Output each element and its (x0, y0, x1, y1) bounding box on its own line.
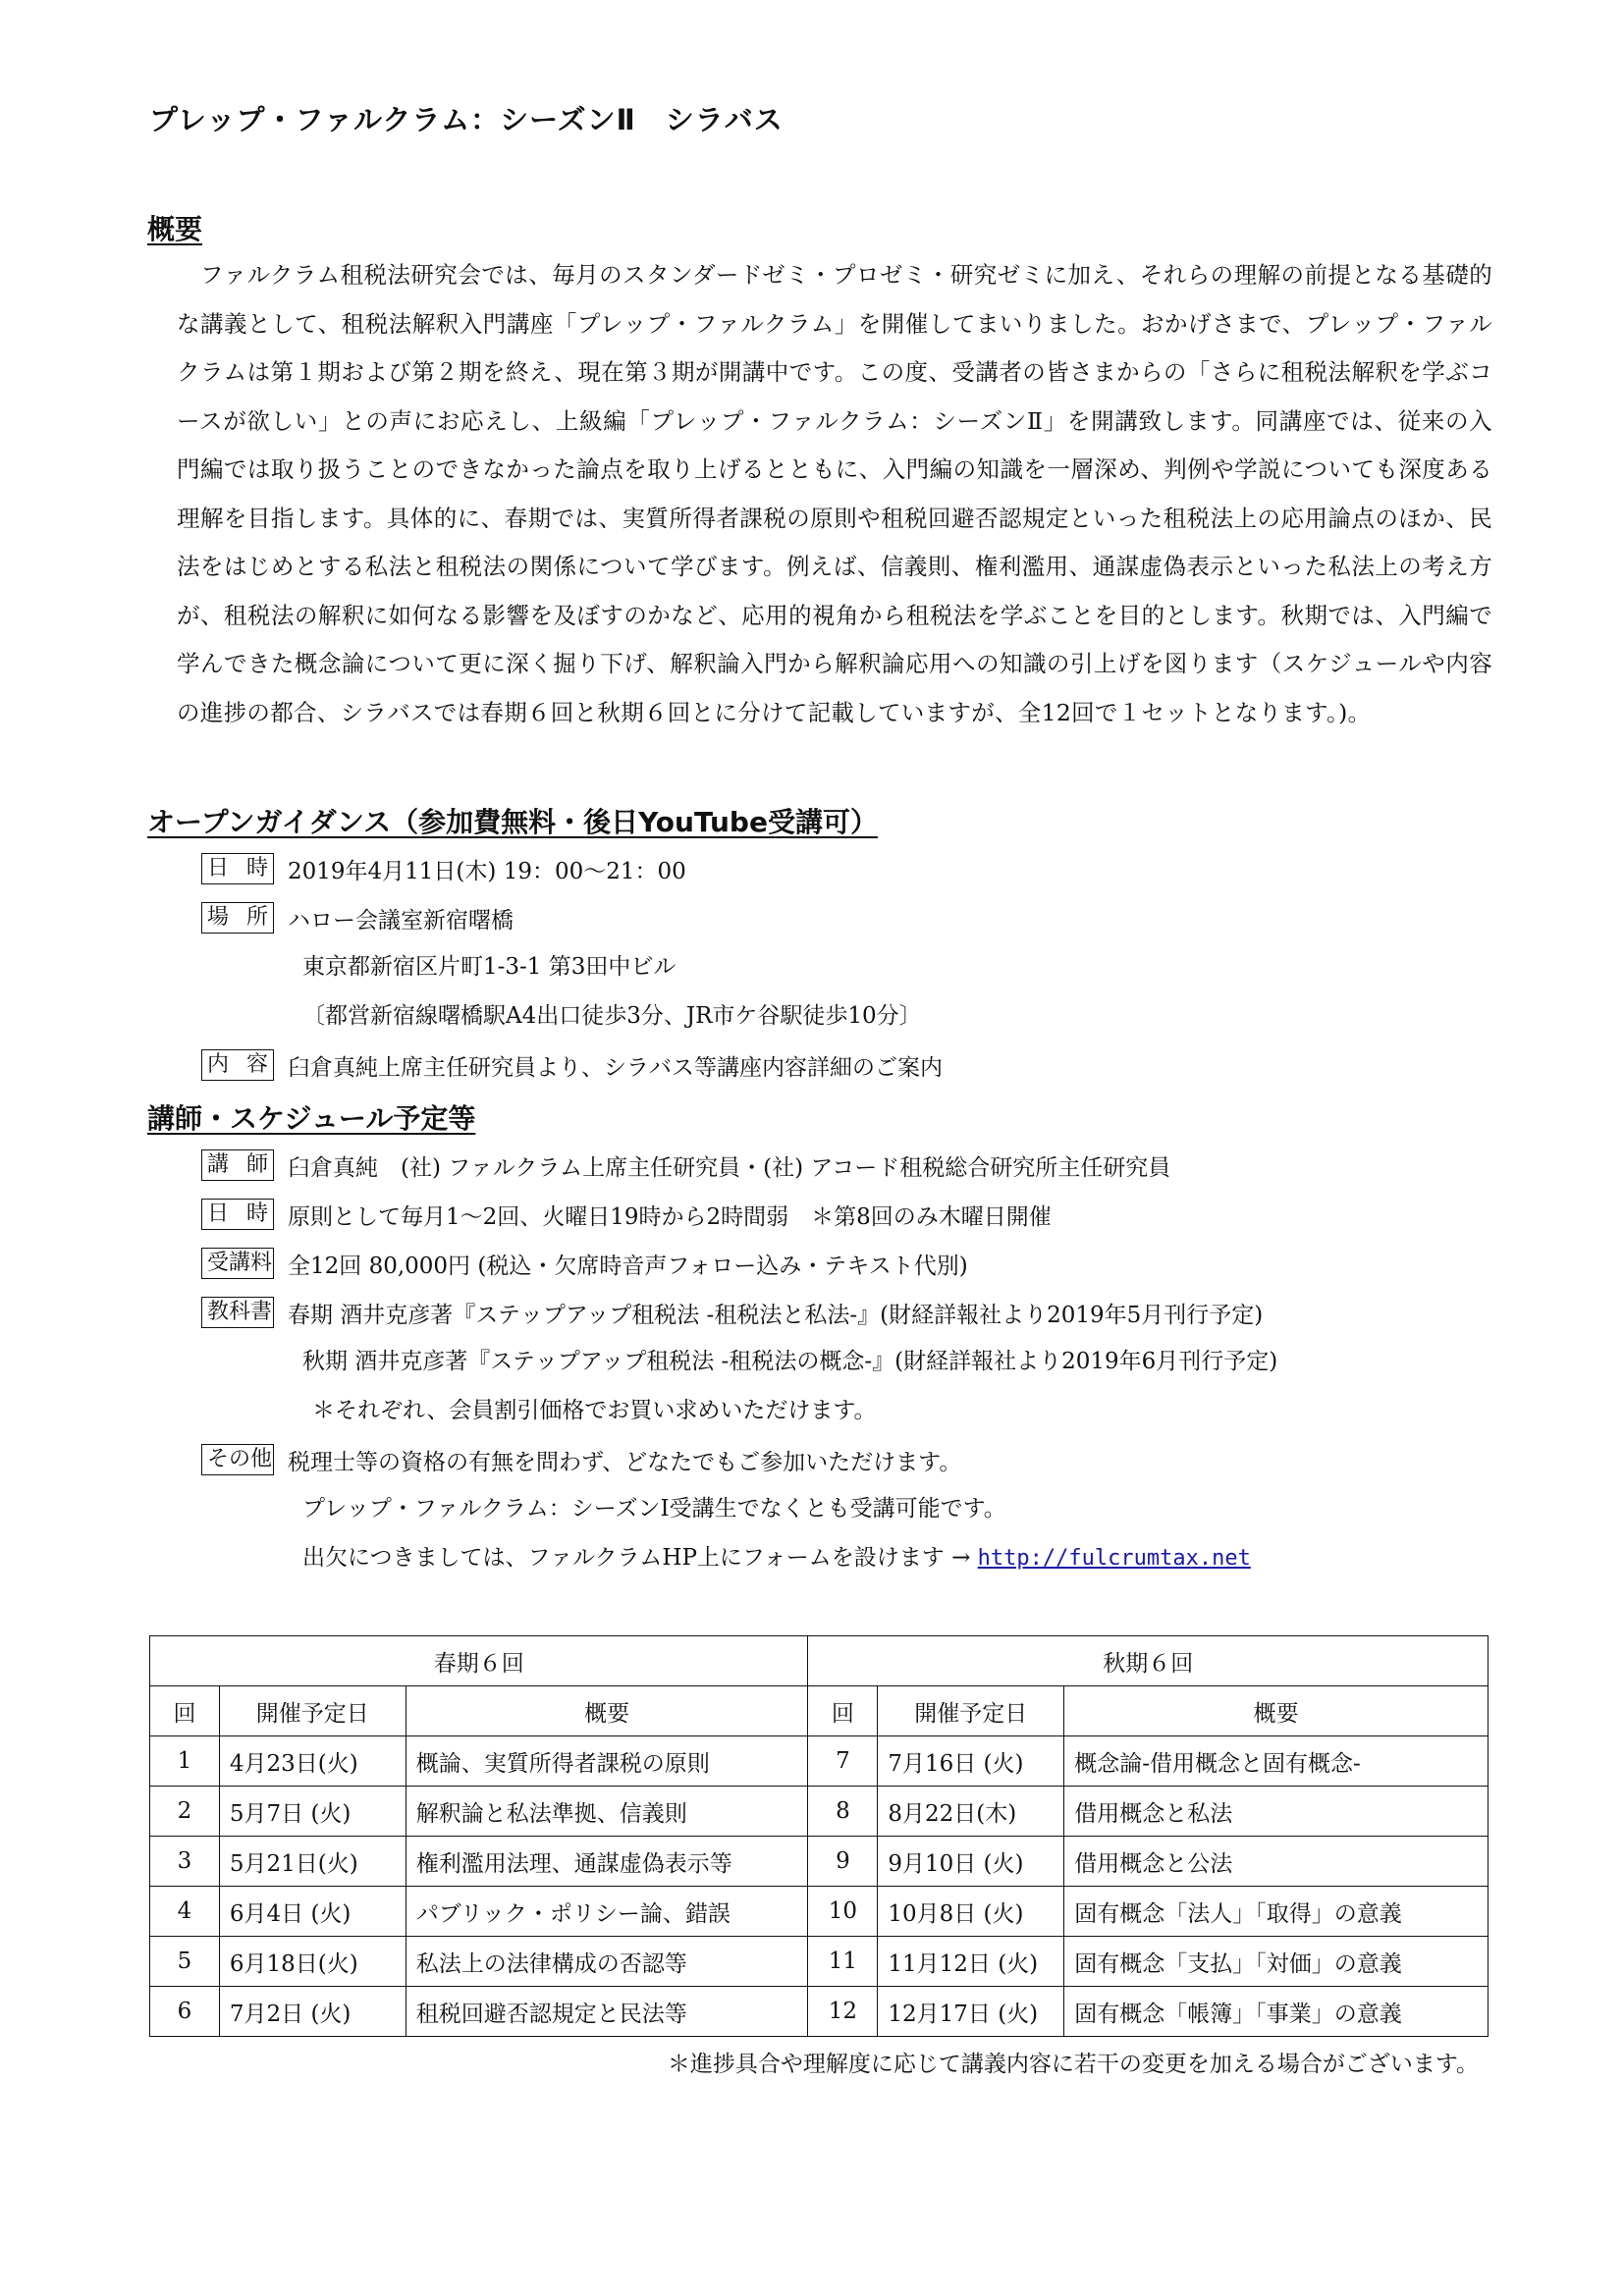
schedule-table (149, 1635, 1489, 2037)
other-line2: プレップ・ファルクラム：シーズンⅠ受講生でなくとも受講可能です。 (302, 1496, 1006, 1522)
table-row (150, 1787, 1489, 1837)
session-summary: 固有概念「支払」「対価」の意義 (1064, 1937, 1489, 1987)
document-title: プレップ・ファルクラム：シーズンⅡ シラバス (149, 103, 784, 136)
lecturer-label: 講師 (201, 1149, 274, 1181)
session-date: 7月2日 (火) (219, 1987, 406, 2037)
guidance-place-row (201, 901, 514, 934)
session-summary: 権利濫用法理、通謀虚偽表示等 (406, 1837, 808, 1887)
table-row (150, 1937, 1489, 1987)
overview-heading: 概要 (147, 213, 203, 245)
session-date: 6月18日(火) (219, 1937, 406, 1987)
textbook-autumn: 秋期 酒井克彦著『ステップアップ租税法 -租税法の概念-』(財経詳報社より2019年6月刊行予定) (302, 1349, 1278, 1374)
guidance-access: 〔都営新宿線曙橋駅A4出口徒歩3分、JR市ケ谷駅徒歩10分〕 (302, 1003, 922, 1029)
guidance-date-value: 2019年4月11日(木) 19：00～21：00 (288, 858, 686, 884)
table-footnote: ＊進捗具合や理解度に応じて講義内容に若干の変更を加える場合がございます。 (667, 2052, 1479, 2077)
lecturer-value: 臼倉真純 (社) ファルクラム上席主任研究員・(社) アコード租税総合研究所主任研究員 (288, 1154, 1171, 1181)
col-date: 開催予定日 (219, 1686, 406, 1736)
other-label: その他 (201, 1444, 274, 1475)
other-row (201, 1443, 961, 1476)
textbook-note: ＊それぞれ、会員割引価格でお買い求めいただけます。 (312, 1398, 877, 1423)
col-no: 回 (150, 1686, 220, 1736)
session-summary: 借用概念と公法 (1064, 1837, 1489, 1887)
other-line1: 税理士等の資格の有無を問わず、どなたでもご参加いただけます。 (288, 1449, 962, 1475)
schedule-label: 日時 (201, 1199, 274, 1230)
session-date: 11月12日 (火) (878, 1937, 1064, 1987)
fulcrum-url-link[interactable]: http://fulcrumtax.net (977, 1546, 1251, 1571)
session-date: 12月17日 (火) (878, 1987, 1064, 2037)
table-column-header-row (150, 1686, 1489, 1736)
session-no: 9 (808, 1837, 878, 1887)
guidance-date-row (201, 852, 686, 885)
session-no: 11 (808, 1937, 878, 1987)
guidance-place-value: ハロー会議室新宿曙橋 (288, 907, 514, 934)
col-no: 回 (808, 1686, 878, 1736)
session-summary: 解釈論と私法準拠、信義則 (406, 1787, 808, 1837)
table-row (150, 1987, 1489, 2037)
overview-paragraph: ファルクラム租税法研究会では、毎月のスタンダードゼミ・プロゼミ・研究ゼミに加え、それらの理解の前提となる基礎的な講義として、租税法解釈入門講座「プレップ・ファルクラム」を開催してまいりました。おかげさまで、プレップ・ファルクラムは第１期および第２期を終え、現在第３期が開講中です。この度、受講者の皆さまからの「さらに租税法解釈を学ぶコースが欲しい」との声にお応えし、上級編「プレップ・ファルクラム：シーズンⅡ」を開講致します。同講座では、従来の入門編では取り扱うことのできなかった論点を取り上げるとともに、入門編の知識を一層深め、判例や学説についても深度ある理解を目指します。具体的に、春期では、実質所得者課税の原則や租税回避否認規定といった租税法上の応用論点のほか、民法をはじめとする私法と租税法の関係について学びます。例えば、信義則、権利濫用、通謀虚偽表示といった私法上の考え方が、租税法の解釈に如何なる影響を及ぼすのかなど、応用的視角から租税法を学ぶことを目的とします。秋期では、入門編で学んできた概念論について更に深く掘り下げ、解釈論入門から解釈論応用への知識の引上げを図ります（スケジュールや内容の進捗の都合、シラバスでは春期６回と秋期６回とに分けて記載していますが、全12回で１セットとなります。)。 (177, 261, 1492, 726)
guidance-heading: オープンガイダンス（参加費無料・後日YouTube受講可） (147, 806, 878, 838)
session-no: 4 (150, 1887, 220, 1937)
instructor-heading: 講師・スケジュール予定等 (147, 1102, 476, 1135)
session-no: 2 (150, 1787, 220, 1837)
guidance-content-row (201, 1048, 943, 1082)
schedule-value: 原則として毎月1～2回、火曜日19時から2時間弱 ＊第8回のみ木曜日開催 (288, 1203, 1052, 1230)
textbook-spring: 春期 酒井克彦著『ステップアップ租税法 -租税法と私法-』(財経詳報社より2019年5月刊行予定) (288, 1302, 1264, 1328)
autumn-header: 秋期６回 (808, 1636, 1489, 1686)
guidance-content-label: 内容 (201, 1049, 274, 1081)
fee-value: 全12回 80,000円 (税込・欠席時音声フォロー込み・テキスト代別) (288, 1253, 968, 1279)
guidance-date-label: 日時 (201, 853, 274, 884)
session-date: 10月8日 (火) (878, 1887, 1064, 1937)
session-date: 6月4日 (火) (219, 1887, 406, 1937)
session-date: 7月16日 (火) (878, 1736, 1064, 1787)
session-no: 6 (150, 1987, 220, 2037)
guidance-address: 東京都新宿区片町1-3-1 第3田中ビル (302, 954, 677, 980)
table-row (150, 1736, 1489, 1787)
session-summary: 借用概念と私法 (1064, 1787, 1489, 1837)
table-row (150, 1837, 1489, 1887)
textbook-label: 教科書 (201, 1297, 274, 1328)
table-season-header-row (150, 1636, 1489, 1686)
session-no: 7 (808, 1736, 878, 1787)
session-date: 9月10日 (火) (878, 1837, 1064, 1887)
table-row (150, 1887, 1489, 1937)
other-line3: 出欠につきましては、ファルクラムHP上にフォームを設けます → (302, 1545, 971, 1571)
session-summary: 概念論-借用概念と固有概念- (1064, 1736, 1489, 1787)
session-summary: 概論、実質所得者課税の原則 (406, 1736, 808, 1787)
schedule-row (201, 1198, 1052, 1231)
col-date: 開催予定日 (878, 1686, 1064, 1736)
guidance-place-label: 場所 (201, 902, 274, 934)
session-date: 4月23日(火) (219, 1736, 406, 1787)
session-date: 5月21日(火) (219, 1837, 406, 1887)
col-summary: 概要 (1064, 1686, 1489, 1736)
spring-header: 春期６回 (150, 1636, 808, 1686)
session-no: 5 (150, 1937, 220, 1987)
other-line3-row (302, 1541, 1251, 1575)
session-no: 1 (150, 1736, 220, 1787)
session-summary: 租税回避否認規定と民法等 (406, 1987, 808, 2037)
lecturer-row (201, 1148, 1170, 1182)
fee-label: 受講料 (201, 1248, 274, 1279)
session-summary: 私法上の法律構成の否認等 (406, 1937, 808, 1987)
session-no: 3 (150, 1837, 220, 1887)
session-summary: 固有概念「法人」「取得」の意義 (1064, 1887, 1489, 1937)
session-no: 8 (808, 1787, 878, 1837)
textbook-row (201, 1296, 1263, 1329)
session-summary: パブリック・ポリシー論、錯誤 (406, 1887, 808, 1937)
col-summary: 概要 (406, 1686, 808, 1736)
session-no: 12 (808, 1987, 878, 2037)
session-no: 10 (808, 1887, 878, 1937)
session-date: 8月22日(木) (878, 1787, 1064, 1837)
session-summary: 固有概念「帳簿」「事業」の意義 (1064, 1987, 1489, 2037)
guidance-content-value: 臼倉真純上席主任研究員より、シラバス等講座内容詳細のご案内 (288, 1054, 943, 1081)
fee-row (201, 1247, 968, 1280)
session-date: 5月7日 (火) (219, 1787, 406, 1837)
